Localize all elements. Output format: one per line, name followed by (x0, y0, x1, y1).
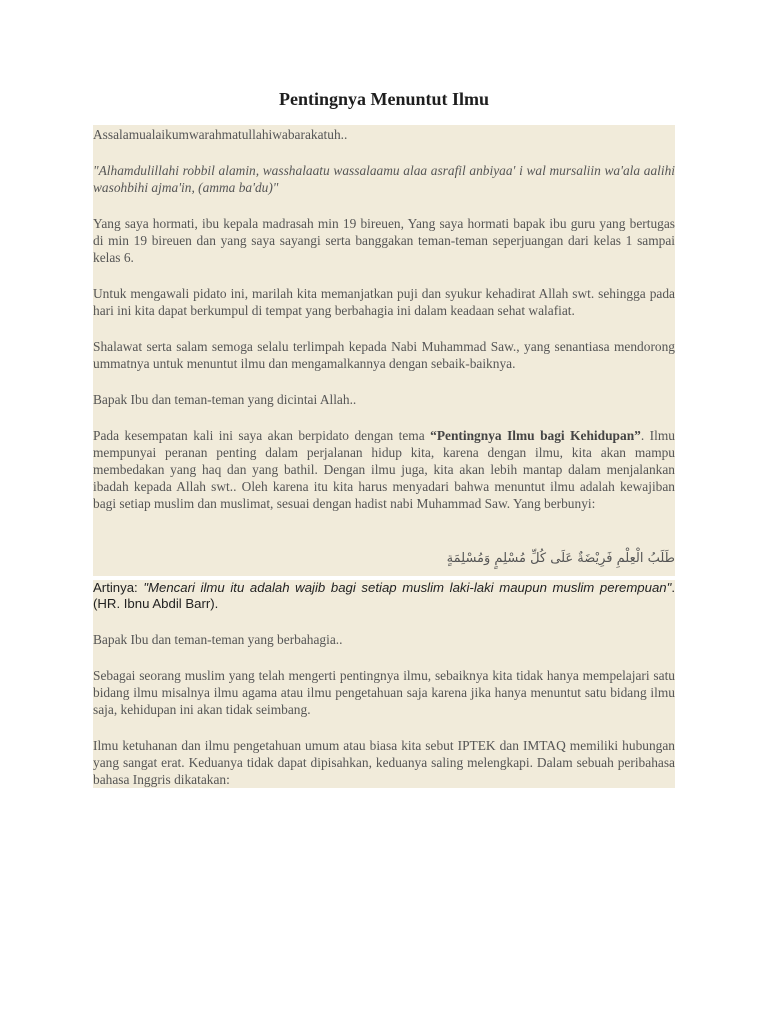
theme-title-bold: “Pentingnya Ilmu bagi Kehidupan” (430, 428, 641, 443)
paragraph-spacer (93, 319, 675, 337)
translation-paragraph (93, 580, 675, 612)
respect-paragraph: Yang saya hormati, ibu kepala madrasah min 19 bireuen, Yang saya hormati bapak ibu guru yang bertugas di min 19 bireuen dan yang saya sayangi serta banggakan teman-teman seperjuangan dari kelas 1 sampai kelas 6. (93, 216, 675, 265)
opening-paragraph: Untuk mengawali pidato ini, marilah kita memanjatkan puji dan syukur kehadirat Allah swt. sehingga pada hari ini kita dapat berkumpul di tempat yang berbahagia ini dalam keadaan sehat walafiat. (93, 286, 675, 318)
paragraph-spacer (93, 648, 675, 666)
paragraph-spacer (93, 512, 675, 540)
translation-block (93, 576, 675, 612)
hadith-arabic-text: طَلَبُ الْعِلْمِ فَرِيْضَةٌ عَلَى كُلِّ مُسْلِمٍ وَمُسْلِمَةٍ (93, 540, 675, 576)
theme-intro-text: Pada kesempatan kali ini saya akan berpidato dengan tema (93, 428, 431, 443)
paragraph-spacer (93, 266, 675, 284)
happy-paragraph: Bapak Ibu dan teman-teman yang berbahagia.. (93, 630, 675, 648)
beloved-paragraph: Bapak Ibu dan teman-teman yang dicintai Allah.. (93, 390, 675, 408)
paragraph-spacer (93, 612, 675, 630)
theme-body-text: . Ilmu mempunyai peranan penting dalam perjalanan hidup kita, karena dengan ilmu, kita akan mampu membedakan yang haq dan yang bathil. Dengan ilmu juga, kita akan lebih mantap dalam menjalankan ibadah kepada Allah swt.. Oleh karena itu kita harus menyadari bahwa menuntut ilmu adalah kewajiban bagi setiap muslim dan muslimat, sesuai dengan hadist nabi Muhammad Saw. Yang berbunyi: (93, 428, 675, 511)
theme-paragraph (93, 426, 675, 512)
translation-label: Artinya: (93, 580, 144, 595)
paragraph-spacer (93, 196, 675, 214)
shalawat-paragraph: Shalawat serta salam semoga selalu terlimpah kepada Nabi Muhammad Saw., yang senantiasa mendorong ummatnya untuk menuntut ilmu dan mengamalkannya dengan sebaik-baiknya. (93, 339, 675, 371)
paragraph-spacer (93, 143, 675, 161)
paragraph-spacer (93, 718, 675, 736)
document-body (93, 125, 675, 788)
page-title: Pentingnya Menuntut Ilmu (278, 89, 490, 109)
paragraph-spacer (93, 408, 675, 426)
hamdalah-paragraph: "Alhamdulillahi robbil alamin, wasshalaatu wassalaamu alaa asrafil anbiyaa' i wal mursaliin wa'ala aalihi wasohbihi ajma'in, (amma ba'du)" (93, 163, 675, 195)
greeting-paragraph: Assalamualaikumwarahmatullahiwabarakatuh.. (93, 125, 675, 143)
translation-quote: "Mencari ilmu itu adalah wajib bagi setiap muslim laki-laki maupun muslim perempuan" (143, 580, 672, 595)
paragraph-spacer (93, 372, 675, 390)
translation-source: . (HR. Ibnu Abdil Barr). (93, 580, 675, 611)
muslim-paragraph: Sebagai seorang muslim yang telah mengerti pentingnya ilmu, sebaiknya kita tidak hanya mempelajari satu bidang ilmu misalnya ilmu agama atau ilmu pengetahuan saja karena jika hanya menuntut satu bidang ilmu saja, kehidupan ini akan tidak seimbang. (93, 668, 675, 717)
iptek-paragraph: Ilmu ketuhanan dan ilmu pengetahuan umum atau biasa kita sebut IPTEK dan IMTAQ memiliki hubungan yang sangat erat. Keduanya tidak dapat dipisahkan, keduanya saling melengkapi. Dalam sebuah peribahasa bahasa Inggris dikatakan: (93, 738, 675, 787)
